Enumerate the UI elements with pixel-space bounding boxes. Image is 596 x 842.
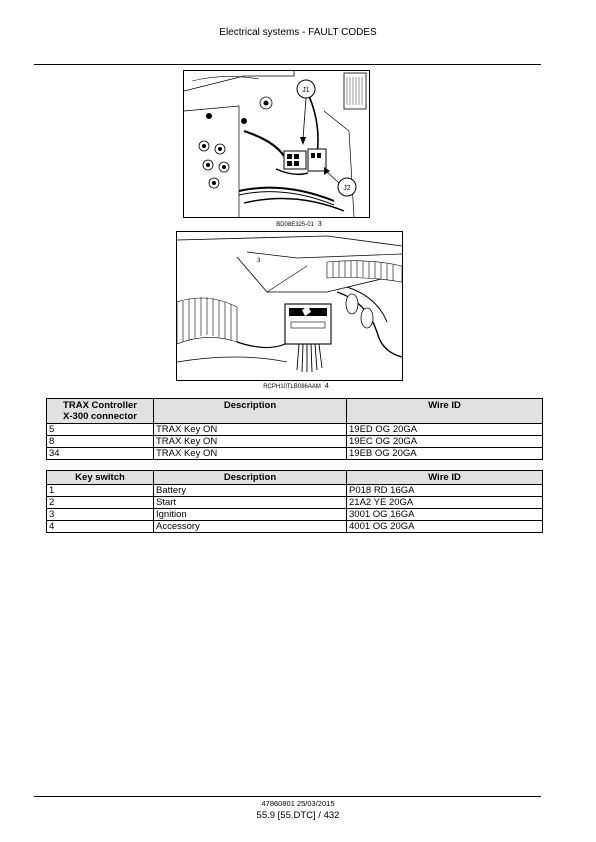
header-line1: TRAX Controller — [63, 400, 137, 411]
table-header-row — [47, 399, 543, 424]
cell-pin: 5 — [47, 424, 154, 436]
callout-3: 3 — [257, 258, 261, 264]
footer-document-code: 47860801 25/03/2015 — [261, 799, 335, 808]
footer-page-number: 55.9 [55.DTC] / 432 — [256, 810, 340, 821]
cell-wire-id: 19EB OG 20GA — [347, 448, 543, 460]
header-line2: X-300 connector — [63, 411, 137, 422]
column-header-key-switch: Key switch — [47, 471, 154, 485]
cell-pin: 3 — [47, 509, 154, 521]
callout-j2: J2 — [343, 185, 351, 192]
cell-pin: 2 — [47, 497, 154, 509]
column-header-description: Description — [154, 399, 347, 424]
cell-description: Accessory — [154, 521, 347, 533]
page-header-title: Electrical systems - FAULT CODES — [219, 27, 377, 38]
figure-connector-j1-j2 — [183, 70, 370, 218]
cell-description: TRAX Key ON — [154, 448, 347, 460]
table-row — [47, 521, 543, 533]
cell-description: Battery — [154, 485, 347, 497]
header-rule — [34, 64, 541, 65]
column-header-wire-id: Wire ID — [347, 399, 543, 424]
table-row — [47, 485, 543, 497]
table-header-row — [47, 471, 543, 485]
cell-wire-id: 4001 OG 20GA — [347, 521, 543, 533]
figure1-code: BD08E325-01 — [276, 222, 314, 228]
cell-wire-id: 21A2 YE 20GA — [347, 497, 543, 509]
column-header-wire-id: Wire ID — [347, 471, 543, 485]
cell-wire-id: 19EC OG 20GA — [347, 436, 543, 448]
callout-j1: J1 — [302, 87, 310, 94]
table-row — [47, 448, 543, 460]
column-header-connector — [47, 399, 154, 424]
cell-description: Ignition — [154, 509, 347, 521]
column-header-description: Description — [154, 471, 347, 485]
cell-pin: 34 — [47, 448, 154, 460]
figure2-code: RCPH10TLB086AAM — [263, 384, 321, 390]
figure2-caption — [216, 383, 376, 390]
table-row — [47, 497, 543, 509]
figure1-caption — [219, 221, 379, 228]
cell-wire-id: 3001 OG 16GA — [347, 509, 543, 521]
cell-pin: 4 — [47, 521, 154, 533]
cell-wire-id: P018 RD 16GA — [347, 485, 543, 497]
cell-description: Start — [154, 497, 347, 509]
footer-rule — [34, 796, 541, 797]
cell-wire-id: 19ED OG 20GA — [347, 424, 543, 436]
key-switch-table — [46, 470, 543, 533]
table-row — [47, 436, 543, 448]
cell-pin: 8 — [47, 436, 154, 448]
figure2-number: 4 — [324, 383, 329, 390]
cell-description: TRAX Key ON — [154, 424, 347, 436]
figure1-number: 3 — [317, 221, 322, 228]
figure-trax-controller-connector — [176, 231, 403, 381]
trax-controller-table — [46, 398, 543, 460]
cell-pin: 1 — [47, 485, 154, 497]
table-row — [47, 424, 543, 436]
table-row — [47, 509, 543, 521]
cell-description: TRAX Key ON — [154, 436, 347, 448]
